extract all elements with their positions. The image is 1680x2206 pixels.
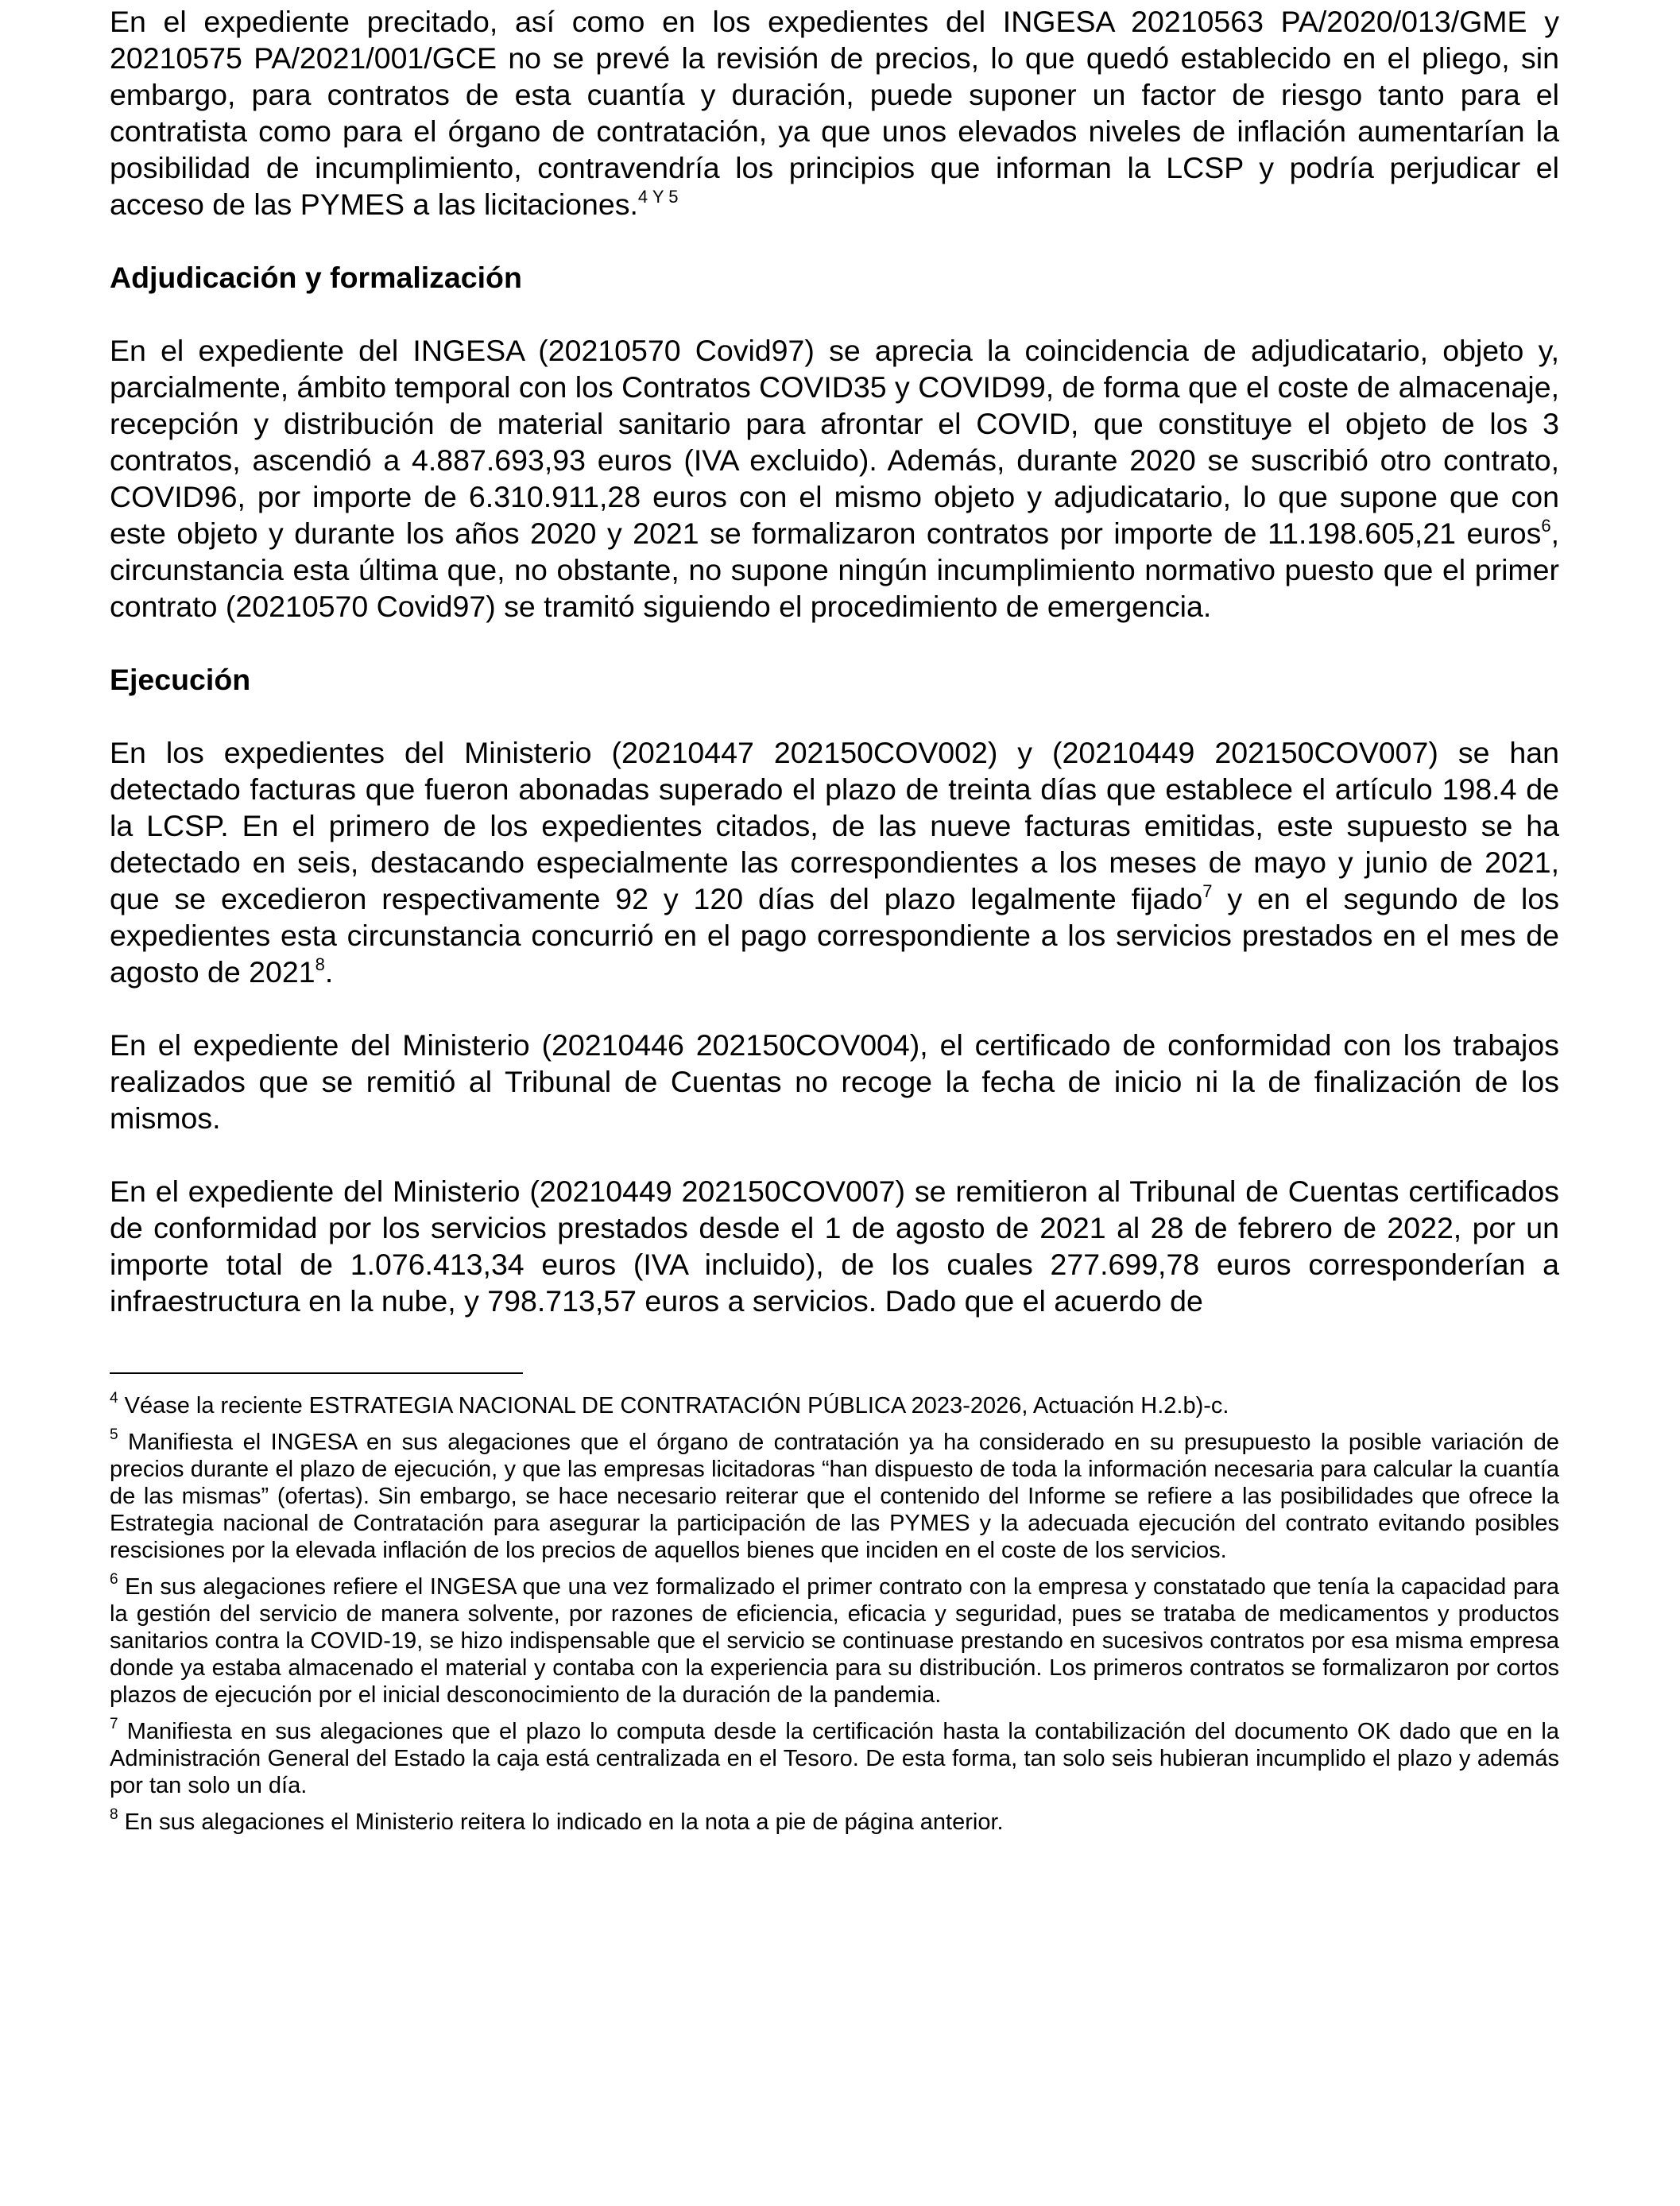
footnote-4 — [110, 1392, 1559, 1419]
paragraph-facturas — [110, 734, 1559, 990]
footnote-text: En sus alegaciones el Ministerio reitera lo indicado en la nota a pie de página anterior. — [124, 1809, 1004, 1835]
paragraph-revision-precios — [110, 3, 1559, 223]
footnote-number: 4 — [110, 1390, 118, 1407]
footnote-number: 8 — [110, 1806, 118, 1824]
footnote-5 — [110, 1426, 1559, 1564]
paragraph-text: , circunstancia esta última que, no obstante, no supone ningún incumplimiento normativo puesto que el primer contrato (20210570 Covid97) se tramitó siguiendo el procedimiento de emergencia. — [110, 517, 1559, 623]
footnote-text: Véase la reciente ESTRATEGIA NACIONAL DE CONTRATACIÓN PÚBLICA 2023-2026, Actuación H.2.b)-c. — [124, 1393, 1229, 1418]
paragraph-conformidad: En el expediente del Ministerio (20210449 202150COV007) se remitieron al Tribunal de Cuentas certificados de conformidad por los servicios prestados desde el 1 de agosto de 2021 al 28 de febrero de 2022, por un importe total de 1.076.413,34 euros (IVA incluido), de los cuales 277.699,78 euros corresponderían a infraestructura en la nube, y 798.713,57 euros a servicios. Dado que el acuerdo de — [110, 1175, 1559, 1318]
footnote-ref-4-5[interactable]: 4 Y 5 — [637, 186, 679, 207]
footnote-text: Manifiesta el INGESA en sus alegaciones que el órgano de contratación ya ha considerado en su presupuesto la posible variación de precios durante el plazo de ejecución, y que las empresas licitadoras “han dispuesto de toda la información necesaria para calcular la cuantía de las mismas” (ofertas). Sin embargo, se hace necesario reiterar que el contenido del Informe se refiere a las posibilidades que ofrece la Estrategia nacional de Contratación para asegurar la participación de las PYMES y la adecuada ejecución del contrato evitando posibles rescisiones por la elevada inflación de los precios de aquellos bienes que inciden en el coste de los servicios. — [110, 1430, 1559, 1563]
footnote-8 — [110, 1806, 1559, 1836]
footnote-number: 5 — [110, 1426, 118, 1444]
footnotes — [110, 1392, 1559, 1845]
footnote-7 — [110, 1718, 1559, 1799]
footnote-number: 6 — [110, 1571, 118, 1589]
heading-adjudicacion: Adjudicación y formalización — [110, 261, 522, 294]
footnote-6 — [110, 1573, 1559, 1709]
footnote-separator — [110, 1372, 523, 1374]
footnote-ref-8[interactable]: 8 — [315, 954, 325, 974]
footnote-ref-6[interactable]: 6 — [1541, 515, 1551, 536]
paragraph-text: y en el segundo de los expedientes esta circunstancia concurrió en el pago correspondiente a los servicios prestados en el mes de agosto de 2021 — [110, 882, 1559, 989]
footnote-ref-7[interactable]: 7 — [1202, 880, 1213, 901]
paragraph-text: En el expediente precitado, así como en los expedientes del INGESA 20210563 PA/2020/013/GME y 20210575 PA/2021/001/GCE no se prevé la revisión de precios, lo que quedó establecido en el pliego, sin embargo, para contratos de esta cuantía y duración, puede suponer un factor de riesgo tanto para el contratista como para el órgano de contratación, ya que unos elevados niveles de inflación aumentarían la posibilidad de incumplimiento, contravendría los principios que informan la LCSP y podría perjudicar el acceso de las PYMES a las licitaciones. — [110, 5, 1559, 221]
footnote-text: En sus alegaciones refiere el INGESA que una vez formalizado el primer contrato con la empresa y constatado que tenía la capacidad para la gestión del servicio de manera solvente, por razones de eficiencia, eficacia y seguridad, pues se trataba de medicamentos y productos sanitarios contra la COVID-19, se hizo indispensable que el servicio se continuase prestando en sucesivos contratos por esa misma empresa donde ya estaba almacenado el material y contaba con la experiencia para su distribución. Los primeros contratos se formalizaron por cortos plazos de ejecución por el inicial desconocimiento de la duración de la pandemia. — [110, 1574, 1559, 1708]
paragraph-adjudicacion — [110, 332, 1559, 625]
footnote-text: Manifiesta en sus alegaciones que el plazo lo computa desde la certificación hasta la contabilización del documento OK dado que en la Administración General del Estado la caja está centralizada en el Tesoro. De esta forma, tan solo seis hubieran incumplido el plazo y además por tan solo un día. — [110, 1719, 1559, 1798]
paragraph-certificado: En el expediente del Ministerio (20210446 202150COV004), el certificado de conformidad con los trabajos realizados que se remitió al Tribunal de Cuentas no recoge la fecha de inicio ni la de finalización de los mismos. — [110, 1028, 1559, 1135]
paragraph-text: En los expedientes del Ministerio (20210447 202150COV002) y (20210449 202150COV007) se han detectado facturas que fueron abonadas superado el plazo de treinta días que establece el artículo 198.4 de la LCSP. En el primero de los expedientes citados, de las nueve facturas emitidas, este supuesto se ha detectado en seis, destacando especialmente las correspondientes a los meses de mayo y junio de 2021, que se excedieron respectivamente 92 y 120 días del plazo legalmente fijado — [110, 736, 1559, 915]
footnote-number: 7 — [110, 1716, 118, 1733]
heading-ejecucion: Ejecución — [110, 663, 251, 696]
paragraph-text: . — [324, 955, 334, 989]
paragraph-text: En el expediente del INGESA (20210570 Covid97) se aprecia la coincidencia de adjudicatario, objeto y, parcialmente, ámbito temporal con los Contratos COVID35 y COVID99, de forma que el coste de almacenaje, recepción y distribución de material sanitario para afrontar el COVID, que constituye el objeto de los 3 contratos, ascendió a 4.887.693,93 euros (IVA excluido). Además, durante 2020 se suscribió otro contrato, COVID96, por importe de 6.310.911,28 euros con el mismo objeto y adjudicatario, lo que supone que con este objeto y durante los años 2020 y 2021 se formalizaron contratos por importe de 11.198.605,21 euros — [110, 334, 1559, 550]
body-text — [110, 3, 1559, 1319]
